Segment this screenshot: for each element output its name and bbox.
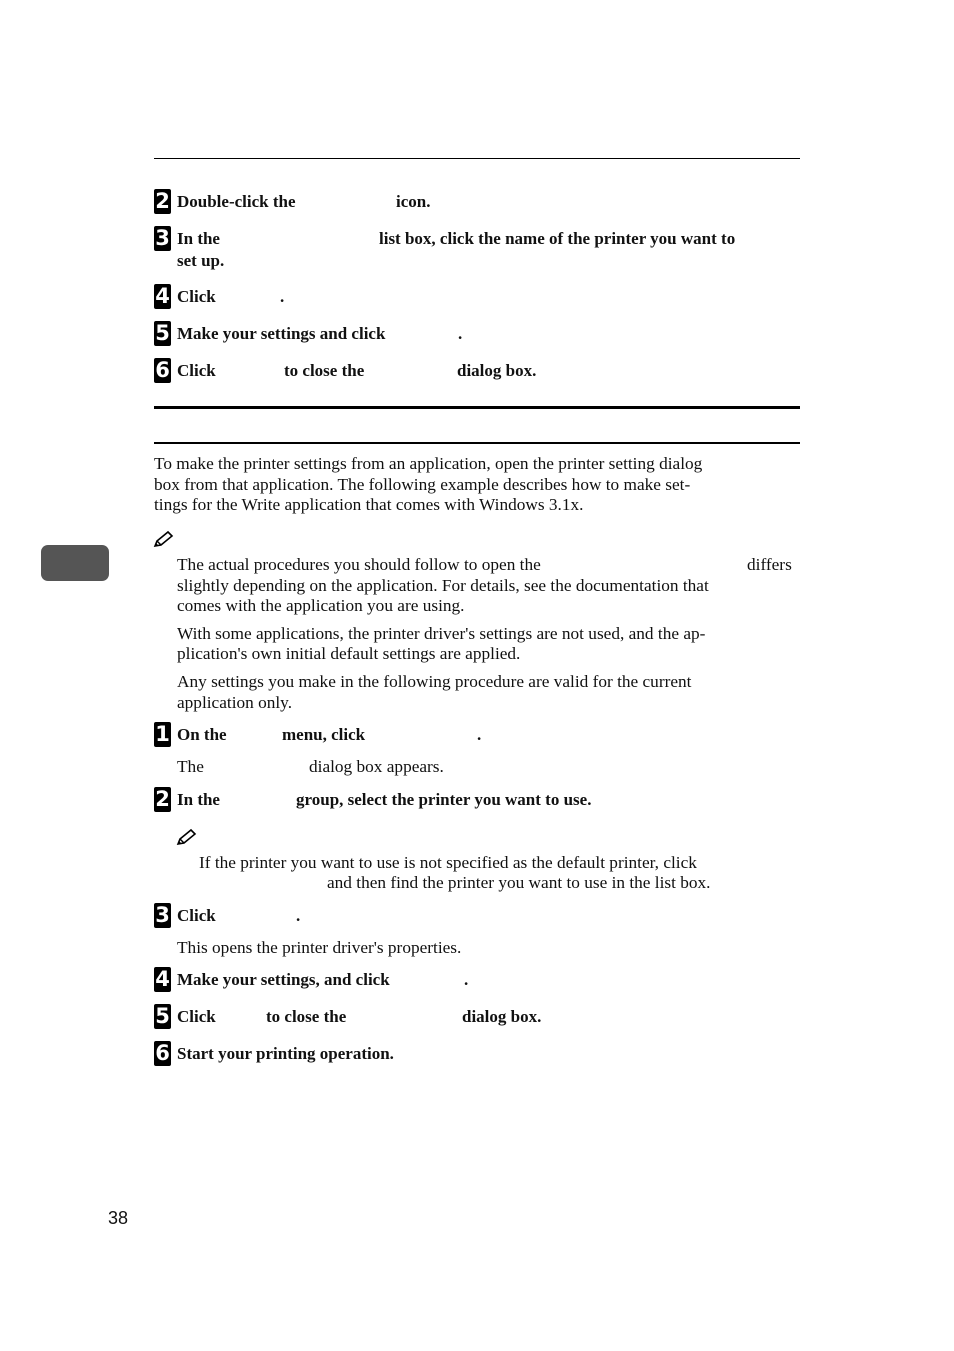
step-text: In the: [177, 790, 220, 809]
step-text: In the: [177, 229, 220, 248]
note-pencil-icon: [153, 530, 175, 548]
step-number: 6: [155, 1041, 170, 1065]
step-b3-sub: This opens the printer driver's properties.: [177, 938, 462, 957]
step-number: 4: [155, 967, 170, 991]
step-text: to close the: [266, 1007, 347, 1026]
step-text: On the: [177, 725, 227, 744]
step-number: 2: [155, 189, 170, 213]
step-text: Double-click the: [177, 192, 296, 211]
note-3-line1: Any settings you make in the following procedure are valid for the current: [177, 672, 692, 691]
step-text: menu, click: [282, 725, 366, 744]
note-1-part2: differs: [747, 555, 792, 574]
step-text: to close the: [284, 361, 365, 380]
step-text: Make your settings and click: [177, 324, 386, 343]
step-text: icon.: [396, 192, 431, 211]
page-number: 38: [108, 1208, 129, 1228]
step-text: .: [280, 287, 285, 306]
step-number: 5: [155, 321, 170, 345]
step-text: .: [477, 725, 482, 744]
intro-line-2: box from that application. The following example describes how to make set-: [154, 475, 691, 494]
step-text: group, select the printer you want to use.: [296, 790, 592, 809]
step-text: dialog box.: [462, 1007, 542, 1026]
intro-line-3: tings for the Write application that comes with Windows 3.1x.: [154, 495, 584, 514]
step-text: Click: [177, 361, 216, 380]
note-2-line1: With some applications, the printer driver's settings are not used, and the ap-: [177, 624, 706, 643]
step-number: 6: [155, 358, 170, 382]
step-number: 1: [155, 722, 170, 746]
step-number: 3: [155, 226, 170, 250]
step-text: Click: [177, 1007, 216, 1026]
step-text: Click: [177, 287, 216, 306]
step-text: Make your settings, and click: [177, 970, 390, 989]
note-1-line3: comes with the application you are using.: [177, 596, 465, 615]
header-rule: [154, 158, 800, 159]
step-text: .: [296, 906, 301, 925]
step-number: 5: [155, 1004, 170, 1028]
step-text: list box, click the name of the printer you want to: [379, 229, 736, 248]
step-b1-sub-part2: dialog box appears.: [309, 757, 444, 776]
note-1-line2: slightly depending on the application. For details, see the documentation that: [177, 576, 709, 595]
section-rule: [154, 442, 800, 444]
step-number: 3: [155, 903, 170, 927]
section-rule-thick: [154, 406, 800, 409]
note-pencil-icon: [176, 828, 198, 846]
chapter-tab: [41, 545, 109, 581]
step-text: Start your printing operation.: [177, 1044, 394, 1063]
step-text: Click: [177, 906, 216, 925]
step-text: set up.: [177, 251, 225, 270]
note-2-line2: plication's own initial default settings are applied.: [177, 644, 521, 663]
step-number: 4: [155, 284, 170, 308]
note-1-part1: The actual procedures you should follow to open the: [177, 555, 541, 574]
step-b1-sub-part1: The: [177, 757, 204, 776]
step-text: dialog box.: [457, 361, 537, 380]
step-text: .: [458, 324, 463, 343]
step-number: 2: [155, 787, 170, 811]
note-3-line2: application only.: [177, 693, 293, 712]
step-text: .: [464, 970, 469, 989]
step-b2-note-line1: If the printer you want to use is not specified as the default printer, click: [199, 853, 697, 872]
intro-line-1: To make the printer settings from an application, open the printer setting dialog: [154, 454, 703, 473]
step-b2-note-line2: and then find the printer you want to use in the list box.: [327, 873, 711, 892]
